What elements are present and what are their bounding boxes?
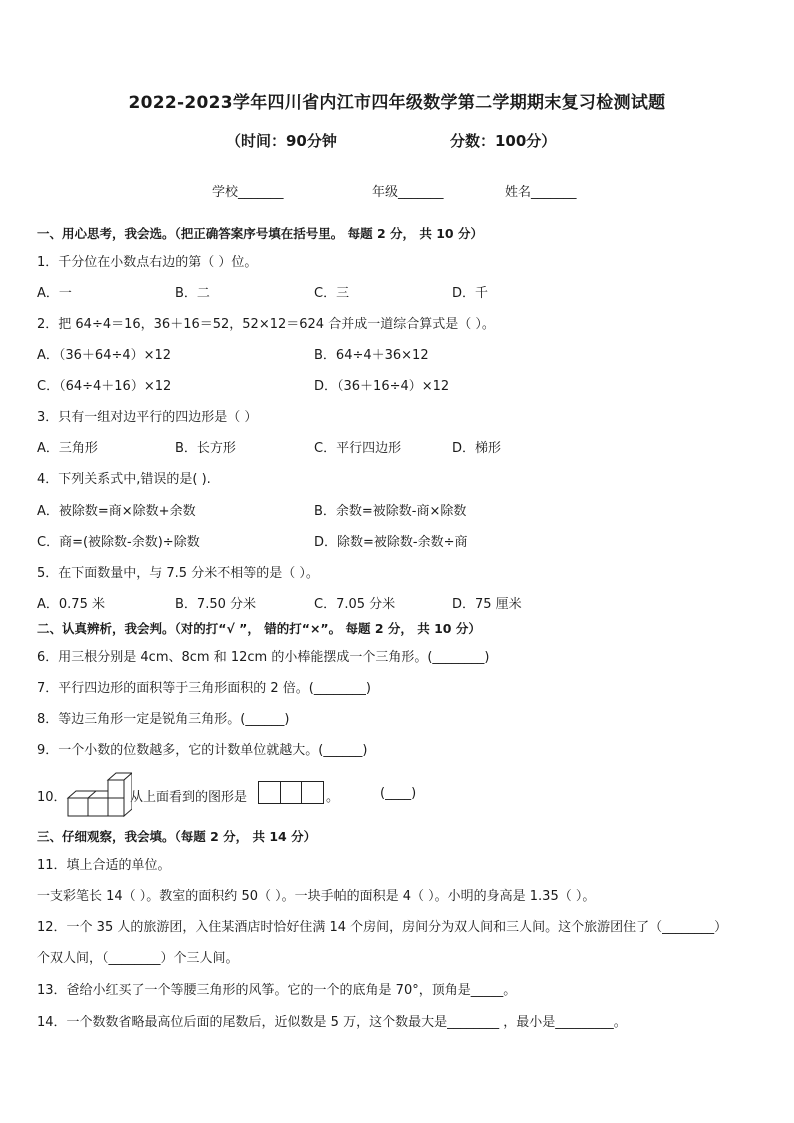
name-field: 姓名_______ (505, 185, 577, 200)
q3-option-a: A．三角形 (37, 441, 98, 456)
cube-stack-figure (66, 770, 132, 818)
exam-time: （时间：90分钟 (226, 132, 337, 150)
q1-option-b: B．二 (175, 286, 210, 301)
q3-option-c: C．平行四边形 (314, 441, 402, 456)
question-4: 4．下列关系式中,错误的是( ). (37, 472, 211, 487)
question-11-line: 一支彩笔长 14（ ）。教室的面积约 50（ ）。一块手帕的面积是 4（ ）。小明的身高是 1.35（ ）。 (37, 889, 596, 904)
q5-option-d: D．75 厘米 (452, 597, 522, 612)
question-2: 2．把 64÷4＝16，36＋16＝52，52×12＝624 合并成一道综合算式是（ ）。 (37, 317, 495, 332)
q4-option-b: B．余数=被除数-商×除数 (314, 504, 467, 519)
question-9: 9．一个小数的位数越多，它的计数单位就越大。(______) (37, 743, 368, 758)
section-1-heading: 一、用心思考，我会选。（把正确答案序号填在括号里。 每题 2 分， 共 10 分） (37, 226, 483, 241)
question-10-end: 。 (326, 790, 340, 805)
question-12-line: 个双人间，（________）个三人间。 (37, 951, 239, 966)
grade-field: 年级_______ (372, 185, 444, 200)
question-14: 14．一个数数省略最高位后面的尾数后，近似数是 5 万，这个数最大是________ ，最小是_________。 (37, 1015, 627, 1030)
section-3-heading: 三、仔细观察，我会填。（每题 2 分， 共 14 分） (37, 829, 317, 844)
question-12: 12．一个 35 人的旅游团，入住某酒店时恰好住满 14 个房间，房间分为双人间和三人间。这个旅游团住了（________） (37, 920, 728, 935)
q5-option-a: A．0.75 米 (37, 597, 105, 612)
question-6: 6．用三根分别是 4cm、8cm 和 12cm 的小棒能摆成一个三角形。(________) (37, 650, 490, 665)
question-10-number: 10． (37, 790, 67, 805)
q3-option-b: B．长方形 (175, 441, 236, 456)
q1-option-c: C．三 (314, 286, 350, 301)
q1-option-a: A．一 (37, 286, 72, 301)
section-2-heading: 二、认真辨析，我会判。（对的打“√ ”， 错的打“×”。 每题 2 分， 共 10 分） (37, 621, 481, 636)
q2-option-b: B．64÷4＋36×12 (314, 348, 429, 363)
question-10-answer-blank: (____) (380, 786, 417, 801)
question-8: 8．等边三角形一定是锐角三角形。(______) (37, 712, 290, 727)
question-13: 13．爸给小红买了一个等腰三角形的风筝。它的一个的底角是 70°，顶角是_____。 (37, 983, 517, 998)
question-5: 5．在下面数量中，与 7.5 分米不相等的是（ ）。 (37, 566, 319, 581)
question-7: 7．平行四边形的面积等于三角形面积的 2 倍。(________) (37, 681, 371, 696)
exam-title: 2022-2023学年四川省内江市四年级数学第二学期期末复习检测试题 (128, 93, 666, 113)
q5-option-b: B．7.50 分米 (175, 597, 256, 612)
q1-option-d: D．千 (452, 286, 489, 301)
q3-option-d: D．梯形 (452, 441, 502, 456)
question-3: 3．只有一组对边平行的四边形是（ ） (37, 410, 258, 425)
q5-option-c: C．7.05 分米 (314, 597, 396, 612)
exam-score: 分数：100分） (450, 132, 557, 150)
q4-option-c: C．商=(被除数-余数)÷除数 (37, 535, 200, 550)
q2-option-c: C．（64÷4＋16）×12 (37, 379, 172, 394)
question-11: 11．填上合适的单位。 (37, 858, 171, 873)
q4-option-a: A．被除数=商×除数+余数 (37, 504, 196, 519)
question-1: 1．千分位在小数点右边的第（ ）位。 (37, 255, 258, 270)
school-field: 学校_______ (212, 185, 284, 200)
q4-option-d: D．除数=被除数-余数÷商 (314, 535, 468, 550)
q2-option-a: A．（36＋64÷4）×12 (37, 348, 172, 363)
q2-option-d: D．（36＋16÷4）×12 (314, 379, 450, 394)
top-view-figure (258, 781, 324, 804)
question-10-text: 从上面看到的图形是 (130, 790, 248, 805)
